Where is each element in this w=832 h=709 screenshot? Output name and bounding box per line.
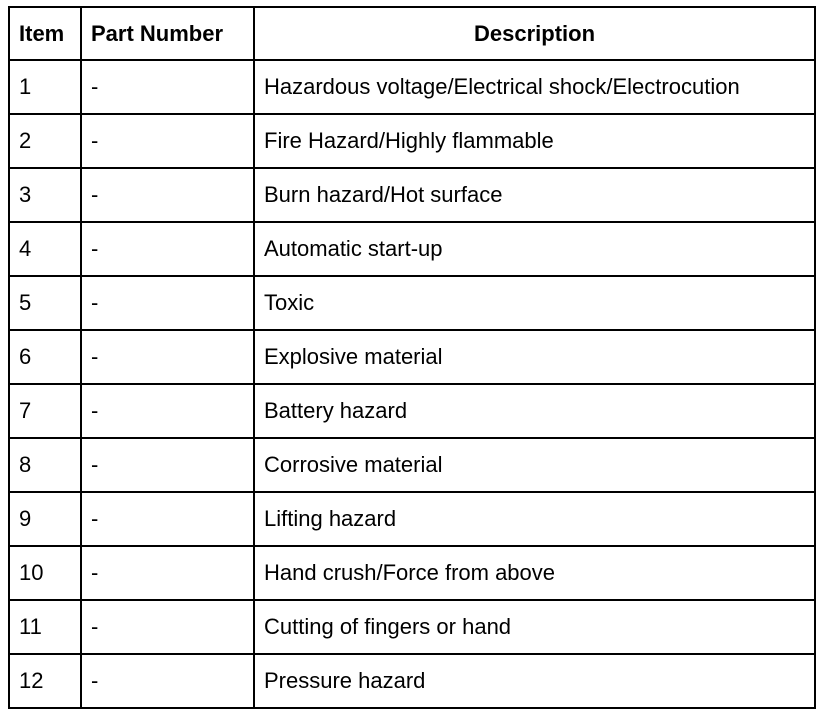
table-header	[9, 7, 815, 60]
description-column-header: Description	[254, 7, 815, 60]
description-cell: Pressure hazard	[254, 654, 815, 708]
header-row	[9, 7, 815, 60]
item-column-header: Item	[9, 7, 81, 60]
part-number-cell: -	[81, 492, 254, 546]
part-number-cell: -	[81, 438, 254, 492]
item-cell: 4	[9, 222, 81, 276]
item-cell: 1	[9, 60, 81, 114]
description-cell: Toxic	[254, 276, 815, 330]
part-number-cell: -	[81, 222, 254, 276]
part-number-cell: -	[81, 600, 254, 654]
table-row	[9, 168, 815, 222]
table-row	[9, 222, 815, 276]
item-cell: 5	[9, 276, 81, 330]
table-row	[9, 492, 815, 546]
description-cell: Automatic start-up	[254, 222, 815, 276]
table-row	[9, 438, 815, 492]
item-cell: 6	[9, 330, 81, 384]
description-cell: Hazardous voltage/Electrical shock/Electrocution	[254, 60, 815, 114]
item-cell: 3	[9, 168, 81, 222]
part-number-cell: -	[81, 60, 254, 114]
description-cell: Explosive material	[254, 330, 815, 384]
description-cell: Burn hazard/Hot surface	[254, 168, 815, 222]
table-row	[9, 384, 815, 438]
description-cell: Corrosive material	[254, 438, 815, 492]
part-number-cell: -	[81, 276, 254, 330]
table-row	[9, 654, 815, 708]
table-body	[9, 60, 815, 708]
table-row	[9, 600, 815, 654]
description-cell: Cutting of fingers or hand	[254, 600, 815, 654]
description-cell: Battery hazard	[254, 384, 815, 438]
part-number-column-header: Part Number	[81, 7, 254, 60]
item-cell: 8	[9, 438, 81, 492]
description-cell: Hand crush/Force from above	[254, 546, 815, 600]
table-row	[9, 276, 815, 330]
part-number-cell: -	[81, 384, 254, 438]
part-number-cell: -	[81, 654, 254, 708]
hazard-parts-table	[8, 6, 816, 709]
part-number-cell: -	[81, 114, 254, 168]
part-number-cell: -	[81, 330, 254, 384]
item-cell: 7	[9, 384, 81, 438]
table-row	[9, 546, 815, 600]
table-row	[9, 330, 815, 384]
item-cell: 9	[9, 492, 81, 546]
item-cell: 12	[9, 654, 81, 708]
item-cell: 2	[9, 114, 81, 168]
item-cell: 11	[9, 600, 81, 654]
table-row	[9, 114, 815, 168]
part-number-cell: -	[81, 168, 254, 222]
description-cell: Lifting hazard	[254, 492, 815, 546]
part-number-cell: -	[81, 546, 254, 600]
item-cell: 10	[9, 546, 81, 600]
table-row	[9, 60, 815, 114]
description-cell: Fire Hazard/Highly flammable	[254, 114, 815, 168]
